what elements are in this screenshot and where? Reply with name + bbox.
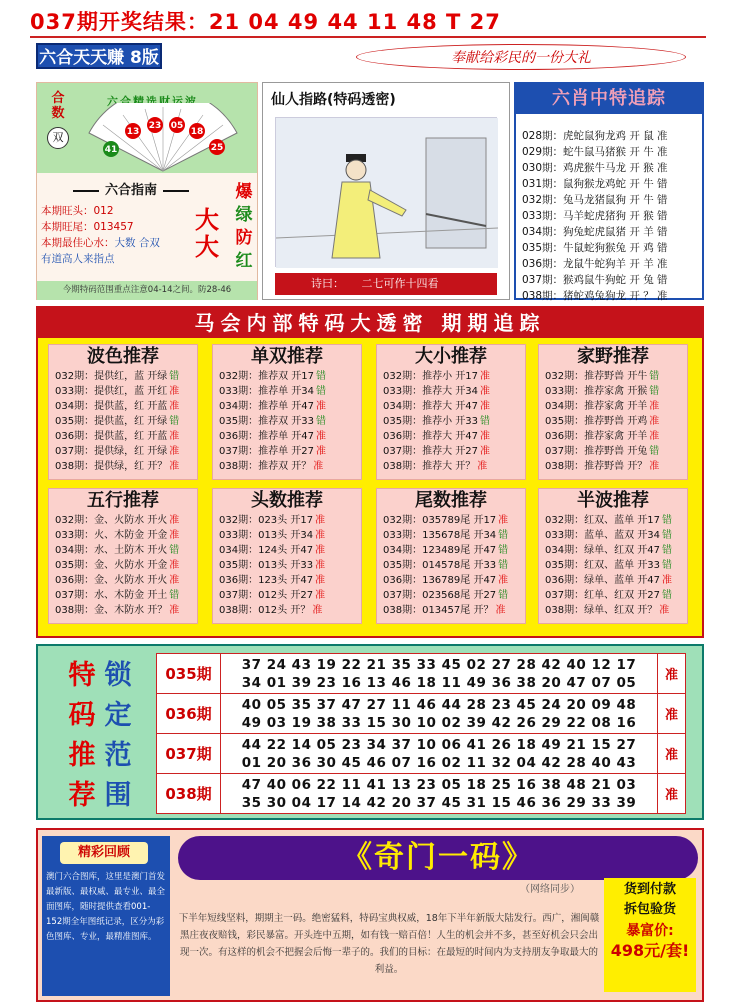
prediction-card xyxy=(212,488,362,624)
recap-body: 澳门六合图库，这里是澳门首发最新版、最权威、最专业、最全面图库，随时提供查看001-152期全年图纸记录，区分为彩色图库、专业，最精准图库。 xyxy=(46,872,166,942)
card-row xyxy=(55,558,197,573)
card-title: 波色推荐 xyxy=(87,346,159,367)
card-row xyxy=(545,459,687,474)
card-row xyxy=(219,459,361,474)
card-row-mark: 准 xyxy=(315,530,326,541)
card-row-text: 038期：推荐大 开？ xyxy=(383,461,476,472)
card-row xyxy=(55,528,197,543)
card-row xyxy=(545,543,687,558)
guide-head: 本期旺头：012 xyxy=(41,205,114,217)
card-row-mark: 准 xyxy=(480,431,490,442)
scholar-figure-icon xyxy=(276,118,498,268)
card-row xyxy=(545,513,687,528)
price-label: 暴富价: xyxy=(626,923,674,939)
boom-column xyxy=(234,181,254,273)
card-row-text: 034期：推荐大 开47 xyxy=(383,401,478,412)
lock-numbers xyxy=(221,694,658,734)
card-row xyxy=(545,444,687,459)
card-row-mark: 准 xyxy=(649,461,660,472)
card-rows xyxy=(49,369,197,474)
card-row-mark: 准 xyxy=(662,575,672,586)
card-row-text: 036期：推荐家禽 开羊 xyxy=(545,431,648,442)
price-value: 498元/套! xyxy=(610,941,690,960)
card-row xyxy=(545,588,687,603)
poem-label: 诗曰： xyxy=(311,277,344,290)
card-row-mark: 准 xyxy=(315,590,326,601)
card-row-mark: 准 xyxy=(169,575,180,586)
card-row-text: 036期：123头 开47 xyxy=(219,575,314,586)
fan-area xyxy=(37,83,257,173)
card-row-text: 033期：蓝单、蓝双 开34 xyxy=(545,530,660,541)
card-row-text: 038期：金、木防水 开？ xyxy=(55,605,168,616)
card-row xyxy=(383,459,525,474)
hint-panel xyxy=(262,82,510,300)
card-row xyxy=(219,528,361,543)
card-row-text: 032期：提供红，蓝 开绿 xyxy=(55,371,168,382)
big-da xyxy=(195,207,219,261)
card-row-mark: 准 xyxy=(169,401,180,412)
card-row-mark: 错 xyxy=(662,530,672,541)
lock-period: 038期 xyxy=(157,774,221,814)
card-title: 尾数推荐 xyxy=(415,490,487,511)
zodiac-row: 036期：龙鼠牛蛇狗羊 开 羊 准 xyxy=(522,258,668,270)
guide-tail: 本期旺尾：013457 xyxy=(41,221,134,233)
card-row-mark: 准 xyxy=(316,446,326,457)
card-row-text: 033期：推荐家禽 开猴 xyxy=(545,386,648,397)
prediction-card xyxy=(48,488,198,624)
qimen-banner: 《奇门一码》 xyxy=(178,836,698,880)
card-row-mark: 准 xyxy=(312,605,323,616)
prediction-section xyxy=(36,306,704,638)
card-row xyxy=(55,543,197,558)
card-row-mark: 准 xyxy=(169,605,180,616)
zodiac-row: 032期：兔马龙猪鼠狗 开 牛 错 xyxy=(522,194,668,206)
header-divider xyxy=(30,36,706,38)
card-row xyxy=(383,543,525,558)
lock-right-3: 范 xyxy=(104,740,132,771)
lock-period: 035期 xyxy=(157,654,221,694)
card-row-mark: 准 xyxy=(315,545,326,556)
guide-best-value: 大数 合双 xyxy=(114,237,160,249)
recap-title: 精彩回顾 xyxy=(60,842,148,864)
lock-numbers xyxy=(221,774,658,814)
card-row-text: 035期：金、火防水 开金 xyxy=(55,560,168,571)
fan-num-5: 18 xyxy=(190,127,204,137)
card-row-mark: 错 xyxy=(662,590,672,601)
card-row-mark: 准 xyxy=(316,431,326,442)
scholar-illustration xyxy=(275,117,497,267)
pay-inspect: 拆包验货 xyxy=(623,902,676,917)
poem-bar xyxy=(275,273,497,295)
draw-result-banner: 037期开奖结果：21 04 49 44 11 48 T 27 xyxy=(30,10,501,34)
card-row xyxy=(383,603,525,618)
card-row-mark: 错 xyxy=(498,590,509,601)
prediction-card xyxy=(538,344,688,480)
guide-title: 六合指南 xyxy=(67,179,195,198)
card-row-mark: 错 xyxy=(649,371,660,382)
zodiac-row: 029期：蛇牛鼠马猪猴 开 牛 准 xyxy=(522,146,668,158)
card-row-mark: 准 xyxy=(313,461,324,472)
card-row-text: 032期：023头 开17 xyxy=(219,515,314,526)
card-row xyxy=(383,444,525,459)
card-row-mark: 错 xyxy=(498,530,509,541)
card-row xyxy=(55,573,197,588)
card-row-text: 033期：135678尾 开34 xyxy=(383,530,497,541)
card-row-text: 035期：013头 开33 xyxy=(219,560,314,571)
card-row-text: 036期：推荐大 开47 xyxy=(383,431,478,442)
card-row-text: 038期：推荐双 开？ xyxy=(219,461,312,472)
card-row-mark: 准 xyxy=(498,515,509,526)
card-row-text: 034期：推荐单 开47 xyxy=(219,401,314,412)
guide-tip: 有道高人来指点 xyxy=(41,253,115,265)
lock-mark: 准 xyxy=(658,734,686,774)
card-row xyxy=(383,399,525,414)
card-row xyxy=(55,603,197,618)
lock-left-1: 特 xyxy=(68,660,96,691)
card-row xyxy=(219,588,361,603)
card-row xyxy=(219,399,361,414)
card-row-mark: 准 xyxy=(315,575,326,586)
card-row-text: 036期：136789尾 开47 xyxy=(383,575,497,586)
card-row xyxy=(55,429,197,444)
card-row-mark: 准 xyxy=(477,461,488,472)
card-row-text: 035期：014578尾 开33 xyxy=(383,560,497,571)
card-row-mark: 错 xyxy=(649,386,660,397)
card-row-text: 038期：013457尾 开？ xyxy=(383,605,494,616)
card-row-mark: 错 xyxy=(480,416,490,427)
fan-num-2: 13 xyxy=(126,127,140,137)
card-row-text: 037期：推荐野兽 开兔 xyxy=(545,446,648,457)
range-note: 今期特码范围重点注意04-14之间。防28-46 xyxy=(37,281,257,300)
card-row xyxy=(219,603,361,618)
zodiac-row: 031期：鼠狗猴龙鸡蛇 开 牛 错 xyxy=(522,178,668,190)
card-row xyxy=(545,414,687,429)
lock-row xyxy=(157,694,686,734)
zodiac-row: 033期：马羊蛇虎猪狗 开 猴 错 xyxy=(522,210,668,222)
lock-left-3: 推 xyxy=(68,740,96,771)
card-row-mark: 错 xyxy=(662,515,672,526)
card-row-text: 037期：012头 开27 xyxy=(219,590,314,601)
card-row-text: 037期：提供绿，红 开绿 xyxy=(55,446,168,457)
prediction-card xyxy=(376,344,526,480)
lock-left-2: 码 xyxy=(68,700,96,731)
lock-line-1: 47 40 06 22 11 41 13 23 05 18 25 16 38 48 21 03 xyxy=(241,776,637,793)
card-row-text: 037期：水、木防金 开土 xyxy=(55,590,168,601)
lock-left-4: 荐 xyxy=(68,780,96,811)
card-row xyxy=(55,444,197,459)
zodiac-panel xyxy=(514,82,704,300)
card-row-text: 034期：水、土防木 开火 xyxy=(55,545,168,556)
lock-numbers xyxy=(221,654,658,694)
boom-2: 绿 xyxy=(235,205,253,225)
card-row xyxy=(55,513,197,528)
card-row-mark: 准 xyxy=(169,386,180,397)
zodiac-row: 034期：狗兔蛇虎鼠猪 开 羊 错 xyxy=(522,226,668,238)
card-row xyxy=(219,429,361,444)
lock-line-1: 37 24 43 19 22 21 35 33 45 02 27 28 42 40 12 17 xyxy=(241,656,637,673)
card-rows xyxy=(539,513,687,618)
price-box xyxy=(604,878,696,992)
zodiac-row: 037期：猴鸡鼠牛狗蛇 开 兔 错 xyxy=(522,274,668,286)
zodiac-row: 035期：牛鼠蛇狗猴兔 开 鸡 错 xyxy=(522,242,668,254)
card-row xyxy=(383,573,525,588)
card-row-mark: 准 xyxy=(315,560,326,571)
big-da-1: 大 xyxy=(195,206,219,234)
boom-3: 防 xyxy=(235,228,253,248)
ad-section xyxy=(36,828,704,1002)
poem-text: 二七可作十四看 xyxy=(361,277,439,290)
card-row-mark: 准 xyxy=(649,401,660,412)
pay-cod: 货到付款 xyxy=(623,882,676,897)
lock-right-4: 围 xyxy=(104,780,132,811)
card-row-text: 034期：123489尾 开47 xyxy=(383,545,497,556)
card-row xyxy=(219,384,361,399)
card-row-mark: 错 xyxy=(169,590,180,601)
slogan: 奉献给彩民的一份大礼 xyxy=(356,44,686,70)
card-row-text: 033期：火、木防金 开金 xyxy=(55,530,168,541)
card-row xyxy=(383,558,525,573)
fan-num-4: 05 xyxy=(170,121,184,131)
card-row xyxy=(55,414,197,429)
zodiac-row: 038期：猪蛇鸡兔狗龙 开 ？ 准 xyxy=(522,290,668,302)
card-row xyxy=(545,603,687,618)
edition-label: 六合天天赚 8版 xyxy=(36,43,162,69)
lock-period: 036期 xyxy=(157,694,221,734)
card-row xyxy=(545,429,687,444)
card-row-text: 034期：提供蓝，红 开蓝 xyxy=(55,401,168,412)
card-row xyxy=(383,588,525,603)
card-row-mark: 准 xyxy=(169,530,180,541)
lock-line-2: 35 30 04 17 14 42 20 37 45 31 15 46 36 29 33 39 xyxy=(241,794,637,811)
card-row-mark: 准 xyxy=(169,560,180,571)
guide-best xyxy=(41,235,160,251)
big-da-2: 大 xyxy=(195,233,219,261)
hint-title: 仙人指路(特码透密) xyxy=(271,92,396,108)
card-row-text: 032期：推荐双 开17 xyxy=(219,371,314,382)
lock-mark: 准 xyxy=(658,774,686,814)
fan-num-3: 23 xyxy=(148,121,162,131)
ad-text-body: 下半年短线坚料，期期主一码。绝密猛料，特码宝典权威，18年下半年新版大陆发行。西广，湘闽赣黑庄夜夜赔钱，彩民暴富。开头连中五期，如有钱一赔百倍！人生的机会并不多，甚至好机会只会出现一次。有这样的机会不把握会后悔一辈子的。我们的目标：在最短的时间内为支持朋友争取最大的利益。 xyxy=(178,913,600,975)
card-row xyxy=(383,429,525,444)
lock-row xyxy=(157,774,686,814)
card-row-mark: 准 xyxy=(480,401,490,412)
card-row-text: 037期：推荐大 开27 xyxy=(383,446,478,457)
card-row-mark: 准 xyxy=(315,515,326,526)
card-row-mark: 错 xyxy=(316,371,326,382)
card-title: 单双推荐 xyxy=(251,346,323,367)
card-row-text: 035期：红双、蓝单 开33 xyxy=(545,560,660,571)
zodiac-title: 六肖中特追踪 xyxy=(516,84,702,114)
lock-period: 037期 xyxy=(157,734,221,774)
card-row xyxy=(219,573,361,588)
card-row-mark: 准 xyxy=(480,371,490,382)
guide-best-label: 本期最佳心水： xyxy=(41,237,115,249)
lock-mark: 准 xyxy=(658,654,686,694)
card-row xyxy=(55,459,197,474)
card-row-mark: 准 xyxy=(169,461,180,472)
card-row xyxy=(219,414,361,429)
card-rows xyxy=(213,369,361,474)
card-row xyxy=(545,369,687,384)
card-title: 半波推荐 xyxy=(577,490,649,511)
card-row-text: 038期：推荐野兽 开？ xyxy=(545,461,648,472)
card-row xyxy=(219,369,361,384)
lock-right-title xyxy=(98,656,138,816)
card-title: 大小推荐 xyxy=(415,346,487,367)
section-title: 马会内部特码大透密 期期追踪 xyxy=(38,308,702,338)
card-row-text: 034期：绿单、红双 开47 xyxy=(545,545,660,556)
lock-line-2: 34 01 39 23 16 13 46 18 11 49 36 38 20 47 07 05 xyxy=(241,674,637,691)
double-badge: 双 xyxy=(47,127,69,149)
card-rows xyxy=(213,513,361,618)
fan-num-1: 41 xyxy=(104,145,118,155)
card-row xyxy=(55,588,197,603)
card-row xyxy=(545,399,687,414)
card-row-mark: 错 xyxy=(316,416,326,427)
card-row xyxy=(383,369,525,384)
card-row xyxy=(545,558,687,573)
card-row-text: 033期：提供红，蓝 开红 xyxy=(55,386,168,397)
card-row-text: 037期：推荐单 开27 xyxy=(219,446,314,457)
card-title: 五行推荐 xyxy=(87,490,159,511)
card-row xyxy=(545,384,687,399)
fan-title: 六合精选财运波 xyxy=(107,95,198,108)
lock-right-2: 定 xyxy=(104,700,132,731)
card-row-mark: 错 xyxy=(649,446,660,457)
card-row xyxy=(219,513,361,528)
sync-note: （网络同步） xyxy=(520,884,580,895)
card-row-mark: 错 xyxy=(169,371,180,382)
card-rows xyxy=(377,369,525,474)
card-rows xyxy=(49,513,197,618)
heshu-label: 合数 xyxy=(51,91,65,121)
card-title: 家野推荐 xyxy=(577,346,649,367)
card-row-text: 035期：提供蓝，红 开绿 xyxy=(55,416,168,427)
card-row xyxy=(219,444,361,459)
card-row-mark: 准 xyxy=(480,386,490,397)
card-row-text: 037期：023568尾 开27 xyxy=(383,590,497,601)
card-row xyxy=(55,384,197,399)
lock-row xyxy=(157,654,686,694)
card-row-mark: 错 xyxy=(498,545,509,556)
card-row xyxy=(383,528,525,543)
lock-numbers xyxy=(221,734,658,774)
card-row-text: 036期：推荐单 开47 xyxy=(219,431,314,442)
card-row xyxy=(545,573,687,588)
card-row xyxy=(219,543,361,558)
prediction-card xyxy=(212,344,362,480)
recap-box xyxy=(42,836,170,996)
card-row xyxy=(383,384,525,399)
card-row xyxy=(55,399,197,414)
fan-icon xyxy=(83,103,243,173)
card-row-mark: 准 xyxy=(480,446,490,457)
card-row-text: 034期：124头 开47 xyxy=(219,545,314,556)
card-row xyxy=(219,558,361,573)
lock-line-1: 40 05 35 37 47 27 11 46 44 28 23 45 24 20 09 48 xyxy=(241,696,637,713)
lock-mark: 准 xyxy=(658,694,686,734)
card-row-text: 033期：013头 开34 xyxy=(219,530,314,541)
boom-1: 爆 xyxy=(235,182,253,202)
card-row-mark: 准 xyxy=(169,515,180,526)
zodiac-row: 030期：鸡虎猴牛马龙 开 猴 准 xyxy=(522,162,668,174)
card-row-text: 035期：推荐双 开33 xyxy=(219,416,314,427)
card-row-text: 038期：012头 开？ xyxy=(219,605,311,616)
card-row-mark: 错 xyxy=(169,416,180,427)
lock-row xyxy=(157,734,686,774)
card-row-mark: 准 xyxy=(498,575,509,586)
prediction-card xyxy=(48,344,198,480)
card-row-mark: 准 xyxy=(495,605,506,616)
prediction-card xyxy=(538,488,688,624)
card-row-mark: 准 xyxy=(649,431,660,442)
card-row-mark: 错 xyxy=(316,386,326,397)
card-row-mark: 准 xyxy=(169,431,180,442)
lock-table xyxy=(156,653,686,814)
ad-text xyxy=(176,910,602,978)
guide-panel xyxy=(36,82,258,300)
card-row-text: 038期：绿单、红双 开？ xyxy=(545,605,658,616)
card-row-mark: 错 xyxy=(169,545,180,556)
card-row-text: 036期：提供蓝，红 开蓝 xyxy=(55,431,168,442)
card-row-text: 032期：红双、蓝单 开17 xyxy=(545,515,660,526)
card-row-text: 036期：绿单、蓝单 开47 xyxy=(545,575,660,586)
zodiac-row: 028期：虎蛇鼠狗龙鸡 开 鼠 准 xyxy=(522,130,668,142)
card-rows xyxy=(539,369,687,474)
prediction-card xyxy=(376,488,526,624)
lock-line-2: 01 20 36 30 45 46 07 16 02 11 32 04 42 28 40 43 xyxy=(241,754,637,771)
lock-right-1: 锁 xyxy=(104,660,132,691)
card-row-text: 032期：金、火防水 开火 xyxy=(55,515,168,526)
card-row-mark: 错 xyxy=(498,560,509,571)
card-row-mark: 错 xyxy=(662,545,672,556)
card-row-text: 035期：推荐野兽 开鸡 xyxy=(545,416,648,427)
lock-line-2: 49 03 19 38 33 15 30 10 02 39 42 26 29 22 08 16 xyxy=(241,714,637,731)
card-row-text: 034期：推荐家禽 开羊 xyxy=(545,401,648,412)
card-rows xyxy=(377,513,525,618)
card-row-mark: 准 xyxy=(659,605,670,616)
card-title: 头数推荐 xyxy=(251,490,323,511)
card-row xyxy=(55,369,197,384)
card-row xyxy=(383,513,525,528)
boom-4: 红 xyxy=(235,251,253,271)
card-row-text: 032期：推荐小 开17 xyxy=(383,371,478,382)
card-row-mark: 错 xyxy=(662,560,672,571)
card-row-text: 033期：推荐大 开34 xyxy=(383,386,478,397)
card-row-text: 032期：推荐野兽 开牛 xyxy=(545,371,648,382)
card-row-mark: 准 xyxy=(316,401,326,412)
card-row-text: 032期：035789尾 开17 xyxy=(383,515,497,526)
card-row-text: 033期：推荐单 开34 xyxy=(219,386,314,397)
guide-lines xyxy=(41,203,160,267)
lock-line-1: 44 22 14 05 23 34 37 10 06 41 26 18 49 21 15 27 xyxy=(241,736,637,753)
card-row-mark: 准 xyxy=(649,416,660,427)
card-row-text: 038期：提供绿，红 开？ xyxy=(55,461,168,472)
card-row xyxy=(383,414,525,429)
card-row-text: 036期：金、火防水 开火 xyxy=(55,575,168,586)
zodiac-list xyxy=(522,128,668,304)
card-row-text: 035期：推荐小 开33 xyxy=(383,416,478,427)
card-row-mark: 准 xyxy=(169,446,180,457)
lock-range-section xyxy=(36,644,704,820)
card-row-text: 037期：红单、红双 开27 xyxy=(545,590,660,601)
card-row xyxy=(545,528,687,543)
fan-num-6: 25 xyxy=(210,143,224,153)
